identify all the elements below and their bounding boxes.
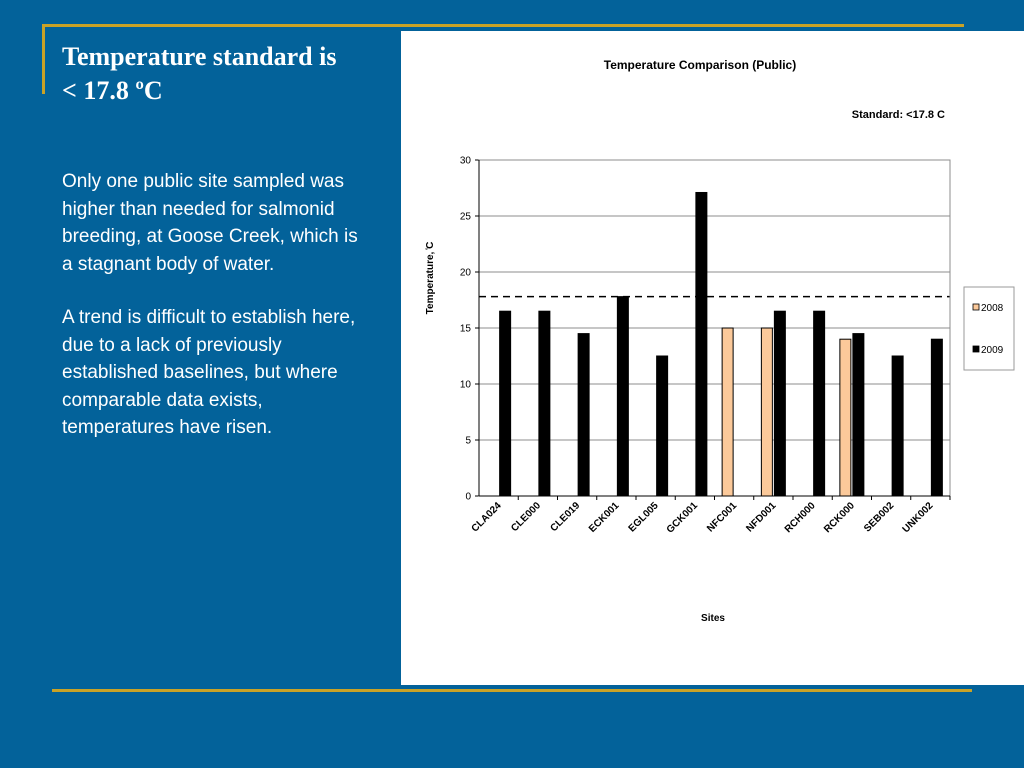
slide-body	[62, 168, 372, 468]
bar-2009-SEB002	[892, 356, 903, 496]
legend-swatch-2009	[973, 346, 979, 352]
y-axis-label: Temperature, ̊C	[425, 241, 436, 315]
bar-2009-CLE000	[539, 311, 550, 496]
bar-2009-RCK000	[853, 334, 864, 496]
chart-title: Temperature Comparison (Public)	[603, 58, 797, 72]
x-tick-label-GCK001: GCK001	[664, 500, 700, 536]
bar-2009-UNK002	[931, 339, 942, 496]
x-axis-label: Sites	[701, 613, 725, 624]
y-tick-label-20: 20	[459, 267, 471, 279]
legend-label-2008: 2008	[981, 303, 1004, 314]
x-tick-label-RCK000: RCK000	[822, 500, 857, 536]
paragraph-1: Only one public site sampled was higher than needed for salmonid breeding, at Goose Creek, which is a stagnant body of water.	[62, 171, 358, 275]
y-tick-label-0: 0	[465, 491, 471, 503]
legend-label-2009: 2009	[981, 345, 1004, 356]
legend	[964, 287, 1014, 370]
bar-2009-CLE019	[578, 334, 589, 496]
paragraph-2: A trend is difficult to establish here, due to a lack of previously established baselines, but where comparable data exists, temperatures have risen.	[62, 307, 356, 438]
slide-title	[62, 40, 392, 108]
x-tick-label-CLA024: CLA024	[469, 500, 504, 535]
y-tick-label-5: 5	[465, 435, 471, 447]
bottom-divider	[52, 689, 972, 692]
standard-annotation: Standard: <17.8 C	[851, 109, 945, 121]
x-tick-label-EGL005: EGL005	[626, 500, 661, 535]
bar-2008-NFC001	[722, 328, 733, 496]
y-tick-label-10: 10	[459, 379, 471, 391]
x-tick-label-UNK002: UNK002	[900, 500, 936, 536]
bars	[479, 192, 950, 496]
y-tick-label-15: 15	[459, 323, 471, 335]
left-accent-bar	[42, 24, 45, 94]
x-tick-label-CLE019: CLE019	[548, 500, 583, 535]
x-tick-label-CLE000: CLE000	[509, 500, 543, 535]
top-divider	[42, 24, 964, 27]
legend-swatch-2008	[973, 304, 979, 310]
bar-2009-RCH000	[814, 311, 825, 496]
bar-2009-CLA024	[500, 311, 511, 496]
slide-title-line-1: Temperature standard is	[62, 42, 337, 71]
bar-2009-GCK001	[696, 192, 707, 496]
chart-panel	[401, 31, 1024, 685]
x-tick-label-SEB002: SEB002	[862, 500, 897, 535]
x-tick-label-RCH000: RCH000	[782, 500, 818, 536]
x-tick-label-ECK001: ECK001	[586, 500, 622, 535]
legend-box	[964, 287, 1014, 370]
slide-title-line-2: < 17.8 ºC	[62, 76, 163, 105]
y-tick-label-25: 25	[459, 211, 471, 223]
bar-2009-NFD001	[774, 311, 785, 496]
y-tick-label-30: 30	[459, 155, 471, 167]
bar-2008-RCK000	[840, 339, 851, 496]
x-tick-label-NFD001: NFD001	[744, 500, 779, 535]
bar-2009-ECK001	[617, 297, 628, 496]
temperature-chart	[401, 31, 1024, 685]
x-tick-label-NFC001: NFC001	[705, 500, 740, 535]
bar-2009-EGL005	[657, 356, 668, 496]
bar-2008-NFD001	[761, 328, 772, 496]
